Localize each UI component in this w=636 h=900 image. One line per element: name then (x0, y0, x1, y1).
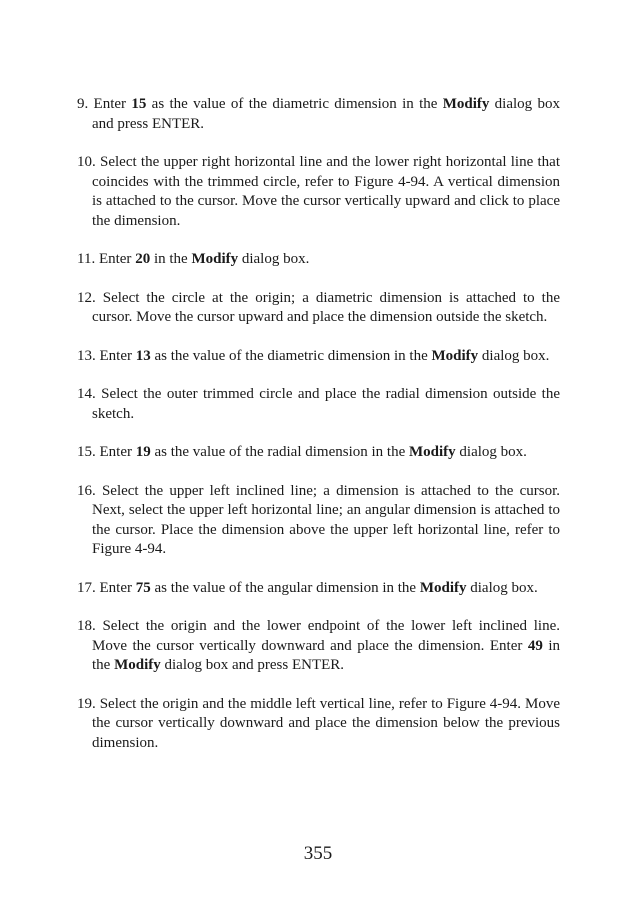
step-text: in the (92, 637, 560, 673)
step-13 (77, 347, 560, 367)
bold-term: Modify (419, 579, 467, 596)
step-15 (77, 443, 560, 463)
step-text: 10. Select the upper right horizontal line and the lower right horizontal line that coincides with the trimmed circle, refer to Figure 4-94. A vertical dimension is attached to the cursor. Move the cursor vertically upward and click to place the dimension. (77, 154, 560, 229)
bold-term: Modify (191, 251, 239, 267)
step-text: 13. Enter (77, 347, 136, 364)
step-text: 14. Select the outer trimmed circle and place the radial dimension outside the sketch. (77, 386, 560, 422)
bold-term: 20 (135, 251, 151, 267)
step-text: as the value of the diametric dimension in the (150, 347, 432, 364)
bold-term: Modify (114, 657, 161, 673)
step-12 (77, 289, 560, 328)
step-16 (77, 482, 560, 560)
step-19 (77, 695, 560, 754)
step-text: dialog box and press ENTER. (160, 657, 345, 673)
bold-term: 19 (135, 444, 151, 460)
bold-term: Modify (431, 347, 479, 364)
bold-term: Modify (442, 96, 490, 112)
step-text: dialog box. (478, 347, 550, 364)
step-text: 16. Select the upper left inclined line; a dimension is attached to the cursor. Next, select the upper left horizontal line; an angular dimension is attached to the cursor. Place the dimension above the upper left horizontal line, refer to Figure 4-94. (77, 482, 560, 557)
step-text: dialog box. (455, 444, 527, 460)
step-text: 15. Enter (77, 444, 136, 460)
bold-term: Modify (409, 444, 456, 460)
step-14 (77, 385, 560, 424)
step-text: 17. Enter (77, 579, 136, 596)
step-text: dialog box. (466, 579, 538, 596)
step-text: 11. Enter (77, 251, 136, 267)
bold-term: 75 (135, 579, 151, 596)
instruction-steps (77, 95, 560, 772)
step-11 (77, 250, 560, 270)
bold-term: 49 (527, 637, 543, 654)
step-text: 18. Select the origin and the lower endpoint of the lower left inclined line. Move the cursor vertically downward and place the dimension. Enter (77, 618, 560, 654)
step-10 (77, 153, 560, 231)
step-text: 12. Select the circle at the origin; a diametric dimension is attached to the cursor. Move the cursor upward and place the dimension outside the sketch. (77, 289, 560, 325)
step-9 (77, 95, 560, 134)
step-text: in the (150, 251, 192, 267)
step-text: dialog box and press ENTER. (92, 96, 560, 132)
bold-term: 15 (131, 96, 147, 112)
step-17 (77, 579, 560, 599)
step-text: 19. Select the origin and the middle left vertical line, refer to Figure 4-94. Move the cursor vertically downward and place the dimension below the previous dimension. (77, 695, 560, 751)
step-text: as the value of the diametric dimension in the (146, 96, 443, 112)
step-text: as the value of the angular dimension in the (150, 579, 420, 596)
step-text: 9. Enter (77, 96, 132, 112)
step-text: dialog box. (238, 251, 310, 267)
bold-term: 13 (135, 347, 151, 364)
step-text: as the value of the radial dimension in the (150, 444, 409, 460)
step-18 (77, 617, 560, 676)
page-number: 355 (303, 843, 333, 864)
